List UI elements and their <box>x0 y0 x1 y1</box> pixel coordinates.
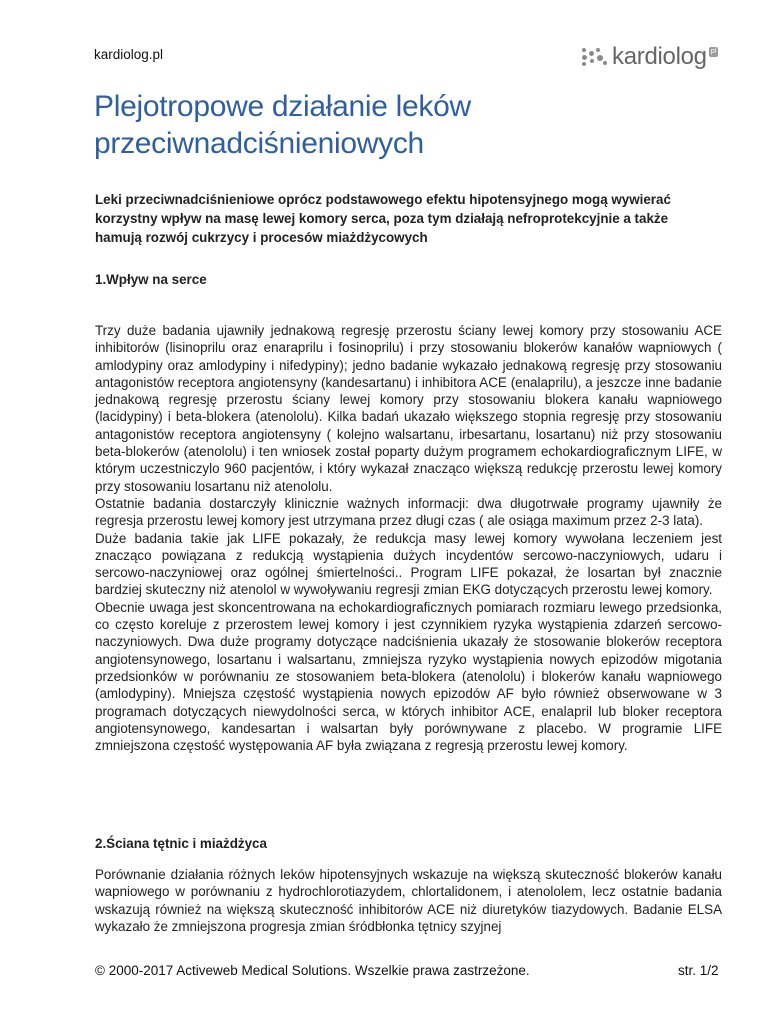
logo-dots-icon <box>582 46 608 68</box>
paragraph: Ostatnie badania dostarczyły klinicznie ważnych informacji: dwa długotrwałe programy ujawniły że regresja przerostu lewej komory jest utrzymana przez długi czas ( ale osiąga maximum przez 2-3 lata). <box>95 495 722 529</box>
paragraph: Porównanie działania różnych leków hipotensyjnych wskazuje na większą skuteczność blokerów kanału wapniowego w porównaniu z hydrochlorotiazydem, chlortalidonem, i atenololem, lecz ostatnie badania wskazują również na większą skuteczność inhibitorów ACE niż diuretyków tiazydowych. Badanie ELSA wykazało że zmniejszona progresja zmian śródbłonka tętnicy szyjnej <box>95 867 722 934</box>
paragraph: Obecnie uwaga jest skoncentrowana na echokardiograficznych pomiarach rozmiaru lewego przedsionka, co często koreluje z przerostem lewej komory i jest czynnikiem ryzyka wystąpienia zdarzeń sercowo-naczyniowych. Dwa duże programy dotyczące nadciśnienia ukazały że stosowanie blokerów receptora angiotensynowego, losartanu i walsartanu, zmniejsza ryzyko wystąpienia nowych epizodów migotania przedsionków w porównaniu ze stosowaniem beta-blokera (atenololu) i blokerów kanału wapniowego (amlodypiny). Mniejsza częstość wystąpienia nowych epizodów AF było również obserwowane w 3 programach dotyczących niewydolności serca, w których inhibitor ACE, enalapril lub bloker receptora angiotensynowego, kandesartan i walsartan były porównywane z placebo. W programie LIFE zmniejszona częstość występowania AF była związana z regresją przerostu lewej komory. <box>95 599 722 754</box>
section-body <box>95 866 722 935</box>
paragraph: Trzy duże badania ujawniły jednakową regresję przerostu ściany lewej komory przy stosowaniu ACE inhibitorów (lisinoprilu oraz enaraprilu i fosinoprilu) i przy stosowaniu blokerów kanałów wapniowych ( amlodypiny oraz amlodypiny i nifedypiny); jedno badanie wykazało jednakową regresję przy stosowaniu antagonistów receptora angiotensyny (kandesartanu) i inhibitora ACE (enalaprilu), a jeszcze inne badanie jednakową regresję przerostu ściany lewej komory przy stosowaniu blokera kanału wapniowego (lacidypiny) i beta-blokera (atenololu). Kilka badań ukazało większego stopnia regresję przy stosowaniu antagonistów receptora angiotensyny ( kolejno walsartanu, irbesartanu, losartanu) niż przy stosowaniu beta-blokerów (atenololu) i ten wniosek został poparty dużym programem echokardiograficznym LIFE, w którym uczestniczylo 960 pacjentów, i który wykazał znacząco większą redukcję przerostu lewej komory przy stosowaniu losartanu niż atenololu. <box>95 323 722 494</box>
footer-copyright: © 2000-2017 Activeweb Medical Solutions. Wszelkie prawa zastrzeżone. <box>95 963 530 978</box>
site-url[interactable]: kardiolog.pl <box>94 47 164 62</box>
footer-page-number: str. 1/2 <box>678 963 719 978</box>
logo-text: kardiolog <box>612 43 707 70</box>
page-title: Plejotropowe działanie leków przeciwnadciśnieniowych <box>94 90 471 160</box>
section-heading: 2.Ściana tętnic i miażdżyca <box>95 836 267 851</box>
section-heading: 1.Wpływ na serce <box>95 272 207 287</box>
lead-paragraph: Leki przeciwnadciśnieniowe oprócz podstawowego efektu hipotensyjnego mogą wywierać korzystny wpływ na masę lewej komory serca, poza tym działają nefroprotekcyjnie a także hamują rozwój cukrzycy i procesów miażdżycowych <box>95 192 671 245</box>
paragraph: Duże badania takie jak LIFE pokazały, że redukcja masy lewej komory wywołana leczeniem jest znacząco powiązana z redukcją wystąpienia dużych incydentów sercowo-naczyniowych, udaru i sercowo-naczyniowej oraz ogólnej śmiertelności.. Program LIFE pokazał, że losartan był znacznie bardziej skuteczny niż atenolol w wywoływaniu regresji zmian EKG dotyczących przerostu lewej komory. <box>95 530 722 598</box>
kardiolog-logo[interactable] <box>582 42 718 72</box>
section-body <box>95 322 722 754</box>
logo-badge: pl <box>710 48 717 55</box>
